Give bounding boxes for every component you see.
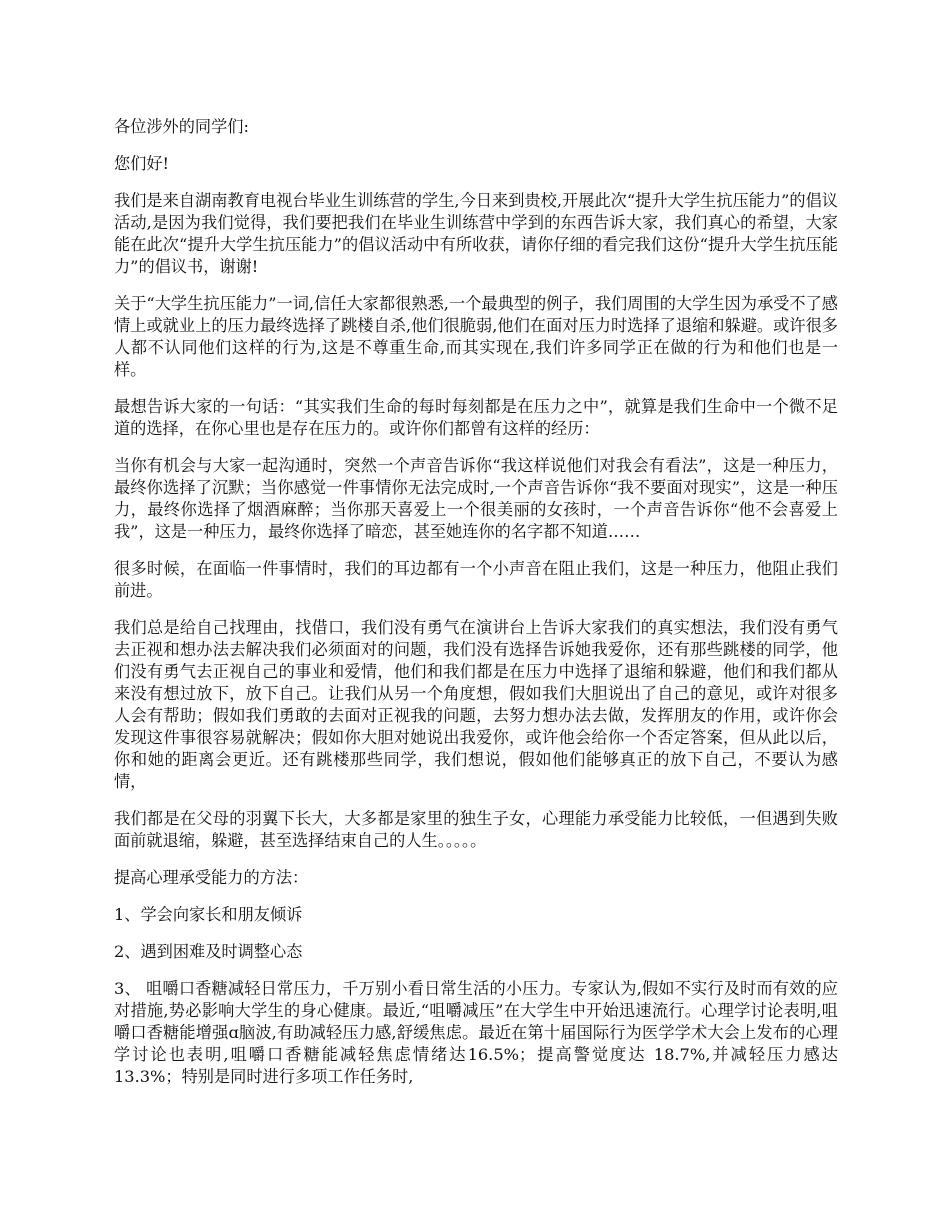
paragraph-concept: 关于“大学生抗压能力”一词,信任大家都很熟悉,一个最典型的例子，我们周围的大学生因为承受不了感情上或就业上的压力最终选择了跳楼自杀,他们很脆弱,他们在面对压力时选择了退缩和躲避。或许很多人都不认同他们这样的行为,这是不尊重生命,而其实现在,我们许多同学正在做的行为和他们也是一样。 [114,294,838,379]
greeting: 各位涉外的同学们: [114,117,249,136]
salutation: 您们好! [114,154,170,173]
paragraph-inner-voice: 很多时候，在面临一件事情时，我们的耳边都有一个小声音在阻止我们，这是一种压力，他阻止我们前进。 [114,559,838,600]
paragraph-examples: 当你有机会与大家一起沟通时，突然一个声音告诉你“我这样说他们对我会有看法”，这是一种压力，最终你选择了沉默；当你感觉一件事情你无法完成时,一个声音告诉你“我不要面对现实”，这是一种压力，最终你选择了烟酒麻醉；当你那天喜爱上一个很美丽的女孩时，一个声音告诉你“他不会喜爱上我”，这是一种压力，最终你选择了暗恋，甚至她连你的名字都不知道…… [114,456,838,541]
method-item-2: 2、遇到困难及时调整心态 [114,942,303,961]
paragraph-excuses: 我们总是给自己找理由，找借口，我们没有勇气在演讲台上告诉大家我们的真实想法，我们没有勇气去正视和想办法去解决我们必须面对的问题，我们没有选择告诉她我爱你，还有那些跳楼的同学，他们没有勇气去正视自己的事业和爱情，他们和我们都是在压力中选择了退缩和躲避，他们和我们都从来没有想过放下，放下自己。让我们从另一个角度想，假如我们大胆说出了自己的意见，或许对很多人会有帮助；假如我们勇敢的去面对正视我的问题，去努力想办法去做，发挥朋友的作用，或许你会发现这件事很容易就解决；假如你大胆对她说出我爱你，或许他会给你一个否定答案，但从此以后，你和她的距离会更近。还有跳楼那些同学，我们想说，假如他们能够真正的放下自己，不要认为感情， [114,618,838,791]
method-item-3: 3、 咀嚼口香糖减轻日常压力，千万别小看日常生活的小压力。专家认为,假如不实行及时而有效的应对措施,势必影响大学生的身心健康。最近,“咀嚼减压”在大学生中开始迅速流行。心理学讨论表明,咀嚼口香糖能增强ɑ脑波,有助减轻压力感,舒缓焦虑。最近在第十届国际行为医学学术大会上发布的心理学讨论也表明,咀嚼口香糖能减轻焦虑情绪达16.5%；提高警觉度达 18.7%,并减轻压力感达 13.3%；特别是同时进行多项工作任务时, [114,979,838,1086]
paragraph-message: 最想告诉大家的一句话：“其实我们生命的每时每刻都是在压力之中”，就算是我们生命中一个微不足道的选择，在你心里也是存在压力的。或许你们都曾有这样的经历： [114,397,838,438]
document-page [114,116,838,1103]
method-item-1: 1、学会向家长和朋友倾诉 [114,905,303,924]
paragraph-intro: 我们是来自湖南教育电视台毕业生训练营的学生,今日来到贵校,开展此次“提升大学生抗压能力”的倡议活动,是因为我们觉得，我们要把我们在毕业生训练营中学到的东西告诉大家，我们真心的希望，大家能在此次“提升大学生抗压能力”的倡议活动中有所收获，请你仔细的看完我们这份“提升大学生抗压能力”的倡议书，谢谢! [114,191,838,276]
methods-heading: 提高心理承受能力的方法： [114,868,309,887]
paragraph-upbringing: 我们都是在父母的羽翼下长大，大多都是家里的独生子女，心理能力承受能力比较低，一但遇到失败面前就退缩，躲避，甚至选择结束自己的人生。。。。。 [114,809,838,850]
